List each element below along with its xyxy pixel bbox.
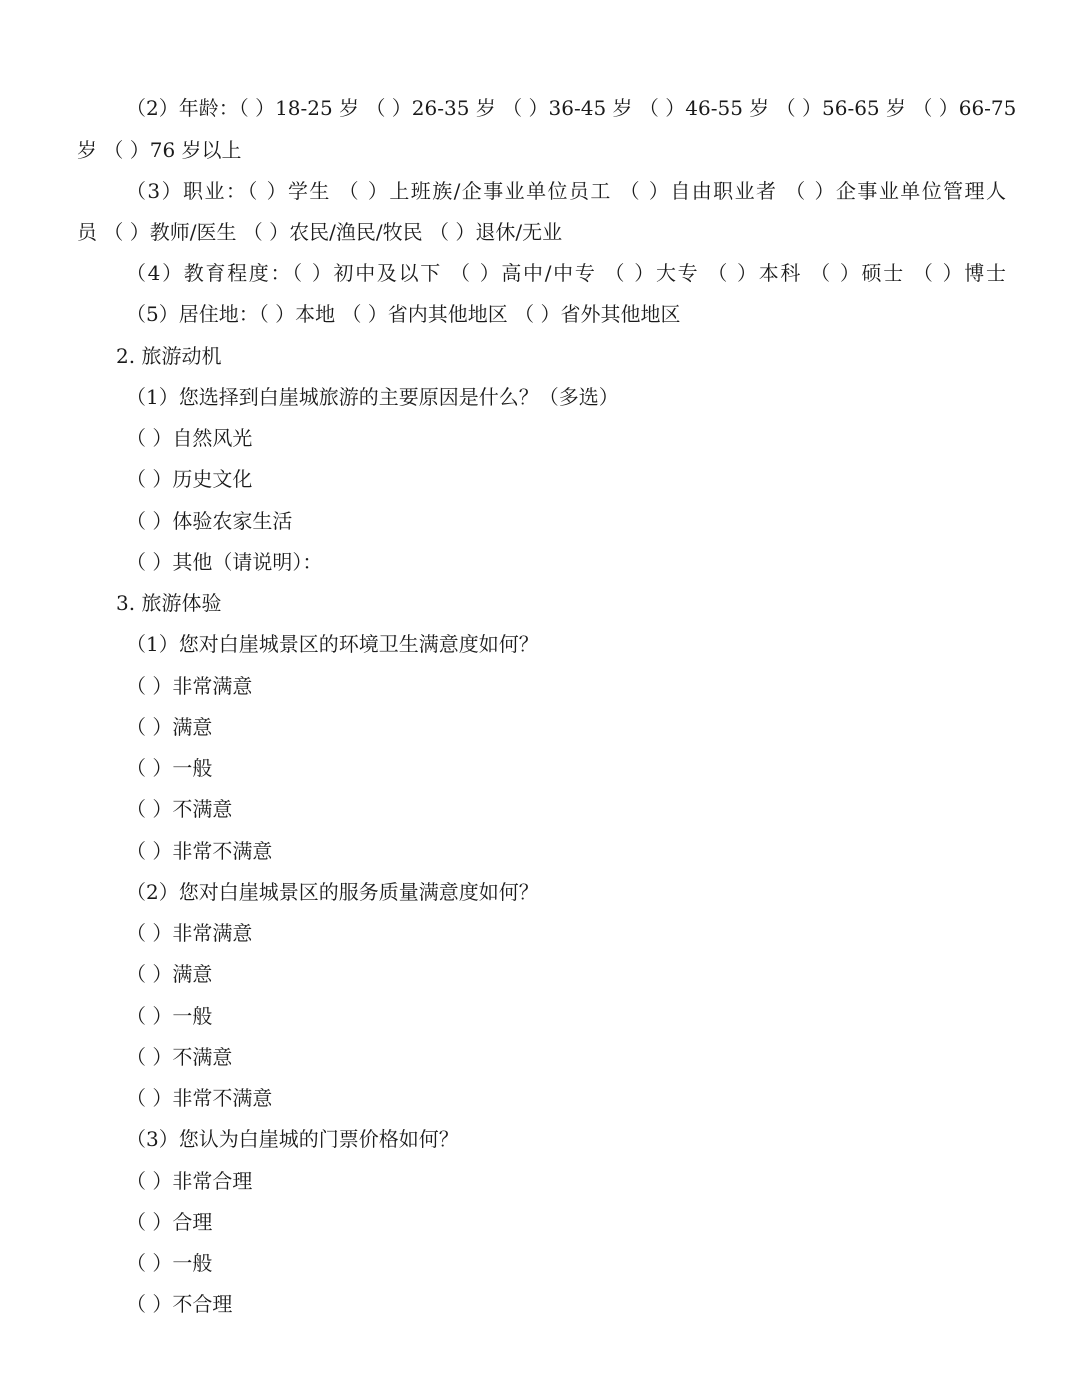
age-question-line-1: （2）年龄：（ ）18-25 岁 （ ）26-35 岁 （ ）36-45 岁 （ ）46-55 岁 （ ）56-65 岁 （ ）66-75 — [126, 96, 1017, 120]
option-item: （ ）一般 — [126, 1251, 213, 1275]
option-item: （ ）合理 — [126, 1210, 213, 1234]
residence-question: （5）居住地：（ ）本地 （ ）省内其他地区 （ ）省外其他地区 — [126, 302, 681, 326]
section-heading-motivation: 2. 旅游动机 — [116, 344, 222, 368]
section-heading-experience: 3. 旅游体验 — [116, 591, 222, 615]
service-question: （2）您对白崖城景区的服务质量满意度如何？ — [126, 880, 539, 904]
option-item: （ ）不满意 — [126, 1045, 233, 1069]
occupation-question-line-1: （3）职业：（ ）学生 （ ）上班族/企事业单位员工 （ ）自由职业者 （ ）企事业单位管理人 — [126, 179, 1006, 203]
option-item: （ ）非常满意 — [126, 674, 253, 698]
occupation-question-line-2: 员 （ ）教师/医生 （ ）农民/渔民/牧民 （ ）退休/无业 — [77, 220, 563, 244]
hygiene-question: （1）您对白崖城景区的环境卫生满意度如何？ — [126, 632, 539, 656]
option-item: （ ）体验农家生活 — [126, 509, 293, 533]
ticket-price-question: （3）您认为白崖城的门票价格如何？ — [126, 1127, 459, 1151]
option-item: （ ）一般 — [126, 756, 213, 780]
option-item: （ ）一般 — [126, 1004, 213, 1028]
option-item: （ ）非常不满意 — [126, 1086, 273, 1110]
option-item: （ ）满意 — [126, 962, 213, 986]
option-item: （ ）非常满意 — [126, 921, 253, 945]
option-item: （ ）不满意 — [126, 797, 233, 821]
option-item: （ ）非常不满意 — [126, 839, 273, 863]
motivation-question: （1）您选择到白崖城旅游的主要原因是什么？（多选） — [126, 385, 619, 409]
age-question-line-2: 岁 （ ）76 岁以上 — [77, 138, 242, 162]
option-item: （ ）其他（请说明）： — [126, 550, 323, 574]
option-item: （ ）非常合理 — [126, 1169, 253, 1193]
option-item: （ ）不合理 — [126, 1292, 233, 1316]
option-item: （ ）自然风光 — [126, 426, 253, 450]
option-item: （ ）满意 — [126, 715, 213, 739]
education-question: （4）教育程度：（ ）初中及以下 （ ）高中/中专 （ ）大专 （ ）本科 （ ）硕士 （ ）博士 — [126, 261, 1006, 285]
option-item: （ ）历史文化 — [126, 467, 253, 491]
